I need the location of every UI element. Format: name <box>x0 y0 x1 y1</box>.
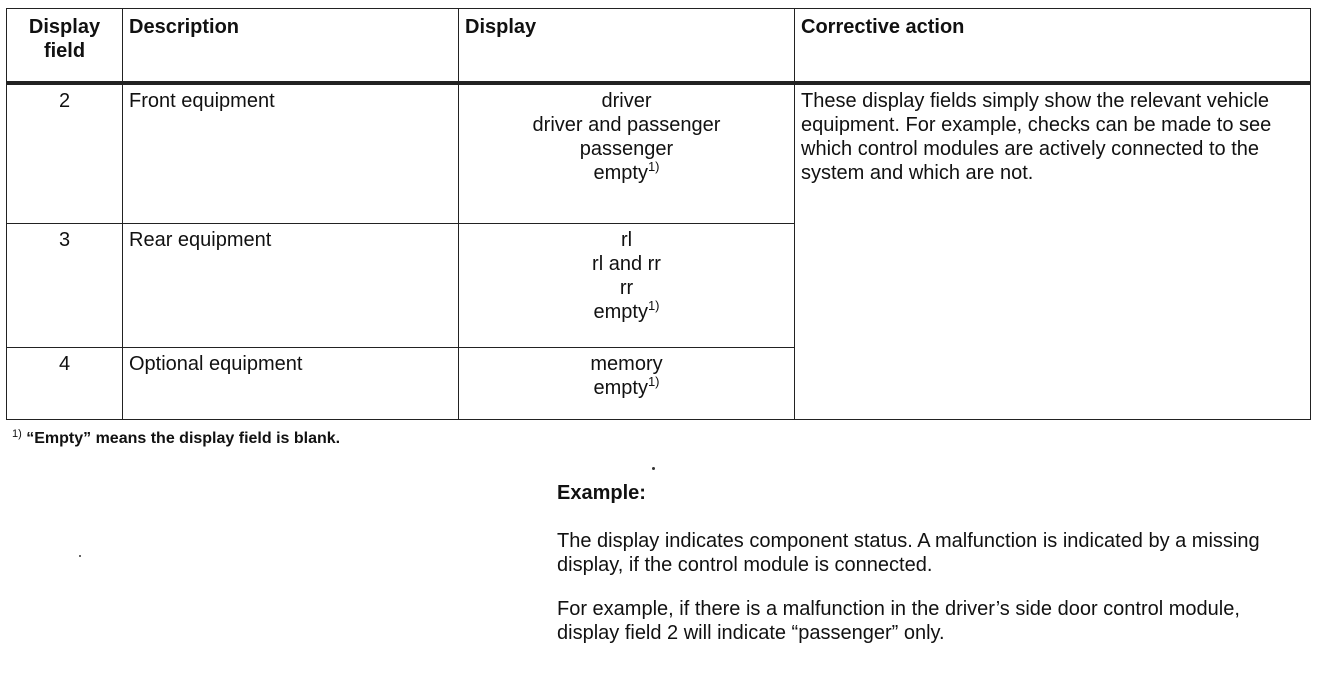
example-section <box>557 481 1297 665</box>
header-corrective-action: Corrective action <box>795 9 1311 84</box>
table-header-row <box>7 9 1311 84</box>
display-value-with-footnote <box>465 161 788 185</box>
stray-dot <box>79 555 81 557</box>
display-value: empty <box>593 376 648 399</box>
example-paragraph: The display indicates component status. A malfunction is indicated by a missing display, if the control module is connected. <box>557 530 1260 576</box>
example-paragraph: For example, if there is a malfunction in the driver’s side door control module, display field 2 will indicate “passenger” only. <box>557 598 1240 644</box>
display-value: rl <box>620 228 633 251</box>
display-value-with-footnote <box>465 373 788 400</box>
header-description: Description <box>123 9 459 84</box>
display-value: rl and rr <box>592 252 661 275</box>
diagnostic-table-container <box>6 8 1310 420</box>
display-value: driver and passenger <box>532 114 721 136</box>
display-value: empty <box>593 162 648 184</box>
row-description: Optional equipment <box>123 347 459 419</box>
row-field-number: 3 <box>7 223 123 347</box>
display-value: empty <box>593 300 648 323</box>
footnote-marker: 1) <box>12 428 22 440</box>
display-value: memory <box>590 352 663 375</box>
row-field-number: 4 <box>7 347 123 419</box>
header-display-field: Display field <box>7 9 123 84</box>
table-footnote <box>12 430 340 448</box>
corrective-action-text: These display fields simply show the relevant vehicle equipment. For example, checks can be made to see which control modules are actively connected to the system and which are not. <box>795 83 1311 419</box>
stray-dot <box>652 467 655 470</box>
display-value: driver <box>601 90 652 112</box>
header-display: Display <box>459 9 795 84</box>
display-value: rr <box>619 276 634 299</box>
row-field-number: 2 <box>7 83 123 223</box>
row-description: Front equipment <box>123 83 459 223</box>
row-description: Rear equipment <box>123 223 459 347</box>
display-value-with-footnote <box>465 297 788 324</box>
row-display-values <box>459 83 795 223</box>
footnote-marker: 1) <box>647 297 660 313</box>
table-row <box>7 83 1311 223</box>
footnote-text: “Empty” means the display field is blank. <box>26 430 341 447</box>
display-fields-table <box>6 8 1311 420</box>
display-value: passenger <box>579 138 674 160</box>
footnote-marker: 1) <box>647 159 660 174</box>
row-display-values <box>459 347 795 419</box>
row-display-values <box>459 223 795 347</box>
example-heading: Example: <box>557 482 646 504</box>
footnote-marker: 1) <box>647 373 660 389</box>
